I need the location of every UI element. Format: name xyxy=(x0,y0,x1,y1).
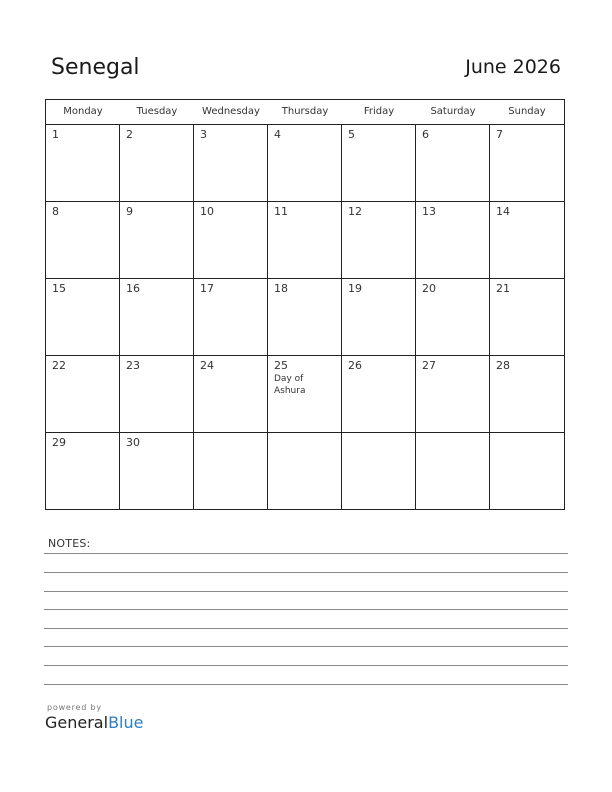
day-cell xyxy=(342,356,416,433)
notes-line xyxy=(44,646,568,647)
day-cell xyxy=(416,125,490,202)
day-cell xyxy=(120,125,194,202)
day-cell xyxy=(46,433,120,510)
weekday-monday: Monday xyxy=(63,106,103,117)
day-cell xyxy=(46,202,120,279)
day-number: 4 xyxy=(274,128,281,141)
day-cell xyxy=(416,202,490,279)
brand-footer xyxy=(45,703,143,732)
notes-line xyxy=(44,628,568,629)
day-cell xyxy=(490,279,564,356)
day-number: 19 xyxy=(348,282,362,295)
day-cell xyxy=(120,279,194,356)
day-cell xyxy=(342,125,416,202)
weekday-friday: Friday xyxy=(363,106,395,117)
day-number: 11 xyxy=(274,205,288,218)
day-cell xyxy=(268,356,342,433)
holiday-label: Day of Ashura xyxy=(274,374,306,396)
day-cell xyxy=(342,433,416,510)
day-number: 12 xyxy=(348,205,362,218)
day-number: 21 xyxy=(496,282,510,295)
day-cells xyxy=(46,125,564,510)
notes-line xyxy=(44,665,568,666)
day-number: 8 xyxy=(52,205,59,218)
day-cell xyxy=(490,433,564,510)
day-number: 26 xyxy=(348,359,362,372)
logo-general: General xyxy=(45,713,109,732)
notes-line xyxy=(44,684,568,685)
weekday-sunday: Sunday xyxy=(508,106,546,117)
generalblue-logo xyxy=(45,713,143,732)
day-cell xyxy=(268,279,342,356)
day-cell xyxy=(194,202,268,279)
day-cell xyxy=(416,433,490,510)
day-cell xyxy=(194,433,268,510)
weekday-wednesday: Wednesday xyxy=(202,106,260,117)
day-cell xyxy=(194,279,268,356)
day-cell xyxy=(416,356,490,433)
day-number: 16 xyxy=(126,282,140,295)
day-cell xyxy=(120,356,194,433)
day-number: 27 xyxy=(422,359,436,372)
day-cell xyxy=(120,433,194,510)
day-cell xyxy=(46,125,120,202)
day-cell xyxy=(490,356,564,433)
day-number: 1 xyxy=(52,128,59,141)
day-number: 30 xyxy=(126,436,140,449)
day-cell xyxy=(268,202,342,279)
month-title: June 2026 xyxy=(465,56,561,78)
weekday-header xyxy=(46,100,564,125)
day-number: 5 xyxy=(348,128,355,141)
day-number: 24 xyxy=(200,359,214,372)
notes-line xyxy=(44,591,568,592)
day-number: 3 xyxy=(200,128,207,141)
day-number: 25 xyxy=(274,359,288,372)
day-number: 18 xyxy=(274,282,288,295)
notes-line xyxy=(44,572,568,573)
day-number: 6 xyxy=(422,128,429,141)
day-number: 14 xyxy=(496,205,510,218)
notes-line xyxy=(44,609,568,610)
weekday-tuesday: Tuesday xyxy=(136,106,178,117)
notes-label: NOTES: xyxy=(48,537,91,550)
day-cell xyxy=(46,279,120,356)
weekday-saturday: Saturday xyxy=(430,106,476,117)
day-number: 2 xyxy=(126,128,133,141)
powered-by-text: powered by xyxy=(47,703,102,712)
day-cell xyxy=(490,202,564,279)
day-cell xyxy=(194,125,268,202)
day-cell xyxy=(342,279,416,356)
day-number: 10 xyxy=(200,205,214,218)
day-cell xyxy=(194,356,268,433)
country-title: Senegal xyxy=(51,55,140,80)
day-number: 23 xyxy=(126,359,140,372)
day-number: 17 xyxy=(200,282,214,295)
day-number: 9 xyxy=(126,205,133,218)
day-cell xyxy=(120,202,194,279)
day-cell xyxy=(416,279,490,356)
day-cell xyxy=(342,202,416,279)
day-cell xyxy=(268,125,342,202)
day-number: 15 xyxy=(52,282,66,295)
day-number: 20 xyxy=(422,282,436,295)
day-number: 28 xyxy=(496,359,510,372)
day-number: 29 xyxy=(52,436,66,449)
weekday-thursday: Thursday xyxy=(281,106,329,117)
day-cell xyxy=(268,433,342,510)
notes-line xyxy=(44,553,568,554)
day-number: 13 xyxy=(422,205,436,218)
day-cell xyxy=(490,125,564,202)
logo-blue: Blue xyxy=(108,713,144,732)
calendar-grid xyxy=(45,99,565,510)
day-number: 22 xyxy=(52,359,66,372)
day-cell xyxy=(46,356,120,433)
day-number: 7 xyxy=(496,128,503,141)
